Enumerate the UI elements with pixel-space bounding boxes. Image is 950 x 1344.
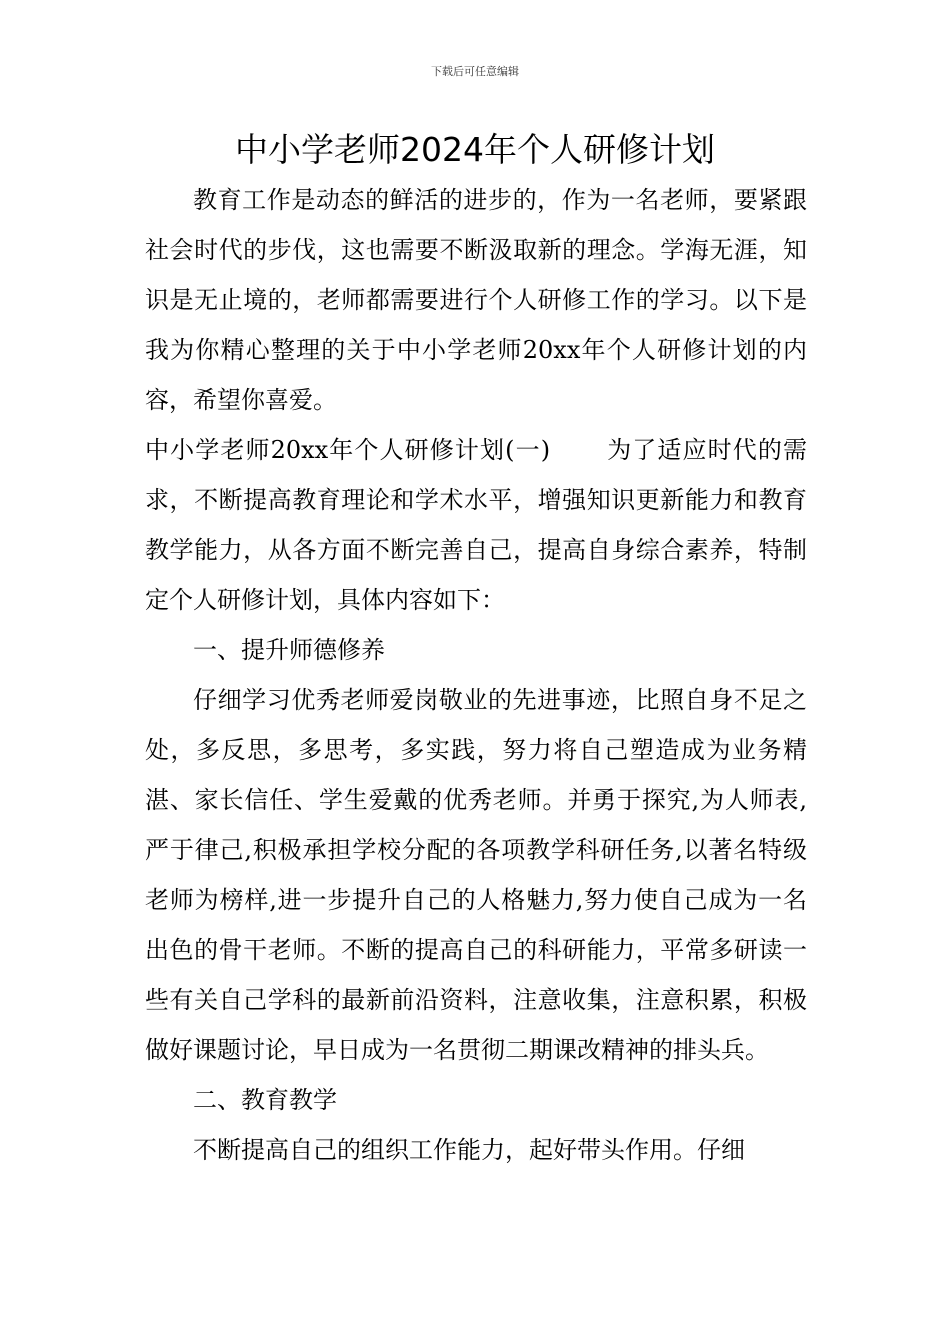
- subtitle: 中小学老师20xx年个人研修计划(一): [145, 436, 551, 464]
- intro-paragraph: 教育工作是动态的鲜活的进步的，作为一名老师，要紧跟社会时代的步伐，这也需要不断汲取新的理念。学海无涯，知识是无止境的，老师都需要进行个人研修工作的学习。以下是我为你精心整理的关于中小学老师20xx年个人研修计划的内容，希望你喜爱。: [145, 186, 807, 414]
- document-title: 中小学老师2024年个人研修计划: [235, 130, 715, 169]
- section-2-body: 不断提高自己的组织工作能力，起好带头作用。仔细: [193, 1136, 745, 1164]
- section-1-body: 仔细学习优秀老师爱岗敬业的先进事迹，比照自身不足之处，多反思，多思考，多实践，努力将自己塑造成为业务精湛、家长信任、学生爱戴的优秀老师。并勇于探究,为人师表,严于律己,积极承担学校分配的各项教学科研任务,以著名特级老师为榜样,进一步提升自己的人格魅力,努力使自己成为一名出色的骨干老师。不断的提高自己的科研能力，平常多研读一些有关自己学科的最新前沿资料，注意收集，注意积累，积极做好课题讨论，早日成为一名贯彻二期课改精神的排头兵。: [145, 686, 807, 1064]
- section-1-heading: 一、提升师德修养: [193, 636, 385, 664]
- subtitle-paragraph: [145, 425, 807, 625]
- subtitle-continuation: 为了适应时代的需求，不断提高教育理论和学术水平，增强知识更新能力和教育教学能力，从各方面不断完善自己，提高自身综合素养，特制定个人研修计划，具体内容如下：: [145, 436, 808, 614]
- section-2-heading: 二、教育教学: [193, 1086, 337, 1114]
- document-body: [145, 175, 807, 1175]
- header-note: 下载后可任意编辑: [431, 65, 519, 78]
